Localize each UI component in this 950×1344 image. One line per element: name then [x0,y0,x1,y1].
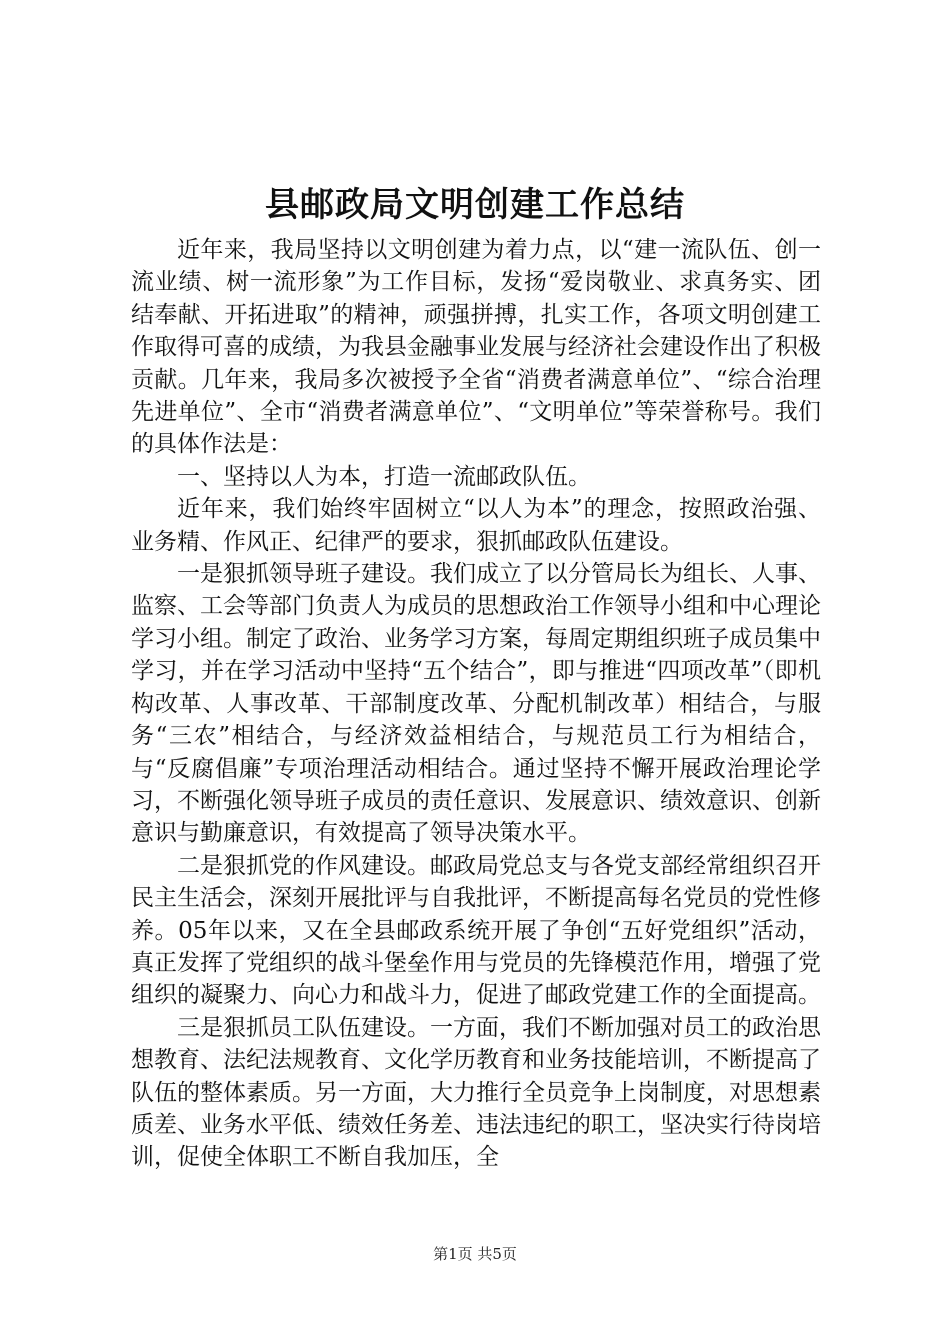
paragraph-section-1-intro: 近年来，我们始终牢固树立“以人为本”的理念，按照政治强、业务精、作风正、纪律严的要求，狠抓邮政队伍建设。 [131,496,821,555]
document-body [131,234,821,1174]
paragraph-party-style: 二是狠抓党的作风建设。邮政局党总支与各党支部经常组织召开民主生活会，深刻开展批评与自我批评，不断提高每名党员的党性修养。05年以来，又在全县邮政系统开展了争创“五好党组织”活动，真正发挥了党组织的战斗堡垒作用与党员的先锋模范作用，增强了党组织的凝聚力、向心力和战斗力，促进了邮政党建工作的全面提高。 [131,852,821,1009]
paragraph-intro: 近年来，我局坚持以文明创建为着力点，以“建一流队伍、创一流业绩、树一流形象”为工作目标，发扬“爱岗敬业、求真务实、团结奉献、开拓进取”的精神，顽强拼搏，扎实工作，各项文明创建工作取得可喜的成绩，为我县金融事业发展与经济社会建设作出了积极贡献。几年来，我局多次被授予全省“消费者满意单位”、“综合治理先进单位”、全市“消费者满意单位”、“文明单位”等荣誉称号。我们的具体作法是： [131,237,821,458]
paragraph-staff: 三是狠抓员工队伍建设。一方面，我们不断加强对员工的政治思想教育、法纪法规教育、文化学历教育和业务技能培训，不断提高了队伍的整体素质。另一方面，大力推行全员竞争上岗制度，对思想素质差、业务水平低、绩效任务差、违法违纪的职工，坚决实行待岗培训，促使全体职工不断自我加压，全 [131,1014,821,1171]
page-footer: 第1页 共5页 [433,1245,517,1263]
document-title: 县邮政局文明创建工作总结 [265,185,685,225]
paragraph-leadership: 一是狠抓领导班子建设。我们成立了以分管局长为组长、人事、监察、工会等部门负责人为成员的思想政治工作领导小组和中心理论学习小组。制定了政治、业务学习方案，每周定期组织班子成员集中学习，并在学习活动中坚持“五个结合”，即与推进“四项改革”（即机构改革、人事改革、干部制度改革、分配机制改革）相结合，与服务“三农”相结合，与经济效益相结合，与规范员工行为相结合，与“反腐倡廉”专项治理活动相结合。通过坚持不懈开展政治理论学习，不断强化领导班子成员的责任意识、发展意识、绩效意识、创新意识与勤廉意识，有效提高了领导决策水平。 [131,561,821,847]
section-heading-1: 一、坚持以人为本，打造一流邮政队伍。 [177,463,591,490]
